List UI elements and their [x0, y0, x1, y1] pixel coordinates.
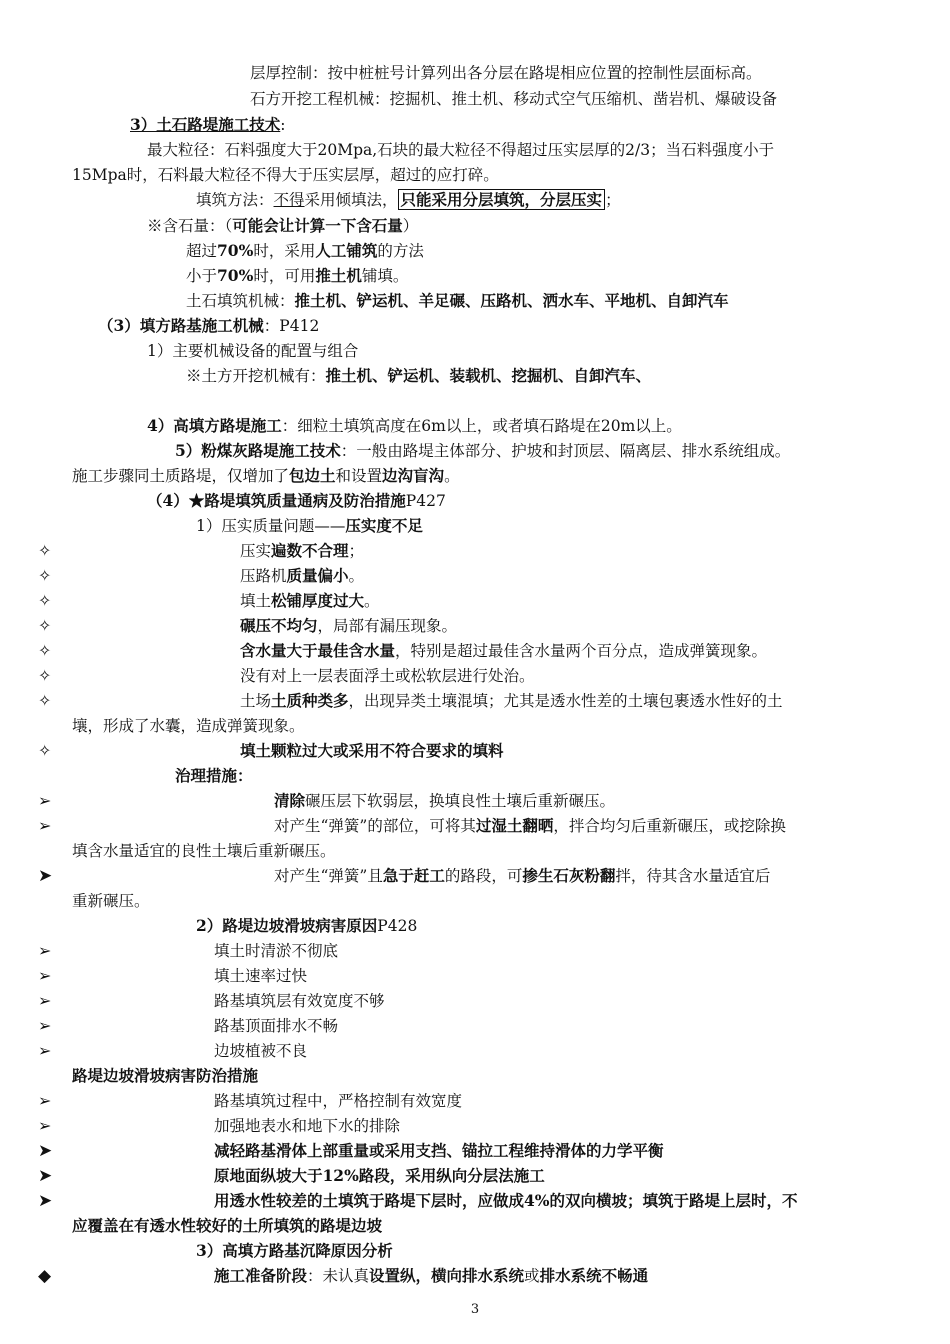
line-text	[72, 1214, 382, 1238]
text-segment: 原地面纵坡大于12%路段，采用纵向分层法施工	[214, 1166, 545, 1185]
line-text	[72, 163, 499, 187]
line-text	[240, 564, 364, 588]
line-text	[214, 1164, 545, 1188]
text-line	[0, 364, 950, 388]
text-line	[0, 1064, 950, 1088]
text-segment: 清除	[274, 791, 306, 810]
text-segment: 层厚控制：按中桩桩号计算列出各分层在路堤相应位置的控制性层面标高。	[250, 64, 762, 82]
line-text	[214, 1089, 462, 1113]
text-segment: 路基填筑过程中，严格控制有效宽度	[214, 1092, 463, 1110]
text-segment: 不得	[273, 191, 305, 209]
bullet-icon: ➤	[38, 1191, 53, 1211]
text-segment: 推土机、铲运机、羊足碾、压路机、洒水车、平地机、自卸汽车	[294, 291, 729, 310]
line-text	[214, 1139, 664, 1163]
text-line	[0, 539, 950, 563]
line-text	[240, 614, 457, 638]
text-line	[0, 939, 950, 963]
text-segment: ※含石量：（	[147, 217, 233, 235]
text-segment: 时，可用	[253, 267, 316, 285]
text-line	[0, 87, 950, 111]
bullet-icon: ➢	[38, 966, 52, 985]
line-text	[147, 339, 358, 363]
text-segment: :	[280, 116, 286, 134]
text-segment: 。	[364, 592, 380, 610]
bullet-icon: ➤	[38, 1166, 53, 1186]
page-number: 3	[470, 1302, 480, 1317]
text-segment: 过湿土翻晒	[475, 816, 554, 835]
line-text	[240, 739, 504, 763]
text-segment: 碾压不均匀	[240, 616, 318, 635]
text-segment: 包边土	[289, 466, 336, 485]
bullet-icon: ➢	[38, 991, 52, 1010]
bullet-icon: ➤	[38, 866, 53, 886]
text-segment: 应覆盖在有透水性较好的土所填筑的路堤边坡	[72, 1216, 383, 1235]
line-text	[186, 364, 651, 388]
text-segment: 边沟盲沟	[382, 466, 445, 485]
text-segment: 填筑方法：	[196, 191, 274, 209]
text-segment: ，出现异类土壤混填；尤其是透水性差的土壤包裹透水性好的土	[348, 692, 783, 710]
text-segment: 路基填筑层有效宽度不够	[214, 992, 385, 1010]
text-segment: （3）填方路基施工机械	[98, 316, 264, 335]
text-line	[0, 1014, 950, 1038]
text-line	[0, 864, 950, 888]
text-segment: 重新碾压。	[72, 892, 150, 910]
bullet-icon: ➢	[38, 1091, 52, 1110]
text-segment: ；	[605, 191, 621, 209]
bullet-icon: ➢	[38, 1041, 52, 1060]
bullet-icon: ➢	[38, 941, 52, 960]
text-line	[0, 714, 950, 738]
text-line	[0, 1264, 950, 1288]
bullet-icon: ✧	[38, 691, 52, 710]
text-line	[0, 1164, 950, 1188]
bullet-icon: ➢	[38, 1016, 52, 1035]
text-line	[0, 889, 950, 913]
bullet-icon: ✧	[38, 566, 52, 585]
text-line	[0, 1139, 950, 1163]
text-segment: 路堤边坡滑坡病害防治措施	[72, 1066, 259, 1085]
text-segment: 的方法	[377, 242, 424, 260]
line-text	[196, 1239, 393, 1263]
text-segment: 填土	[240, 592, 272, 610]
text-segment: 只能采用分层填筑，分层压实	[398, 189, 606, 210]
bullet-icon: ✧	[38, 666, 52, 685]
line-text	[214, 1189, 798, 1213]
text-line	[0, 1214, 950, 1238]
line-text	[98, 314, 319, 338]
line-text	[214, 989, 385, 1013]
line-text	[72, 1064, 258, 1088]
line-text	[274, 864, 770, 888]
text-line	[0, 814, 950, 838]
text-line	[0, 789, 950, 813]
line-text	[214, 964, 307, 988]
text-segment: ，拌合均匀后重新碾压，或挖除换	[553, 817, 786, 835]
text-segment: 急于赶工	[382, 866, 445, 885]
text-segment: 遍数不合理	[271, 541, 349, 560]
text-line	[0, 439, 950, 463]
text-segment: 没有对上一层表面浮土或松软层进行处治。	[240, 667, 535, 685]
line-text	[274, 814, 786, 838]
line-text	[130, 113, 286, 137]
text-line	[0, 1239, 950, 1263]
text-segment: 对产生“弹簧”的部位，可将其	[274, 817, 476, 835]
text-segment: 70%	[217, 266, 254, 285]
text-segment: 推土机	[315, 266, 362, 285]
line-text	[147, 138, 774, 162]
bullet-icon: ✧	[38, 641, 52, 660]
line-text	[175, 439, 790, 463]
bullet-icon: ✧	[38, 741, 52, 760]
text-segment: 3）土石路堤施工技术	[130, 115, 281, 134]
line-text	[214, 1039, 307, 1063]
text-segment: 时，采用	[253, 242, 316, 260]
text-line	[0, 1114, 950, 1138]
text-segment: 1）主要机械设备的配置与组合	[147, 342, 359, 360]
line-text	[186, 239, 424, 263]
text-line	[0, 414, 950, 438]
text-segment: ；	[348, 542, 365, 560]
text-segment: 最大粒径：石料强度大于20Mpa,石块的最大粒径不得超过压实层厚的2/3；当石料强度小于	[147, 141, 775, 159]
text-line	[0, 639, 950, 663]
text-segment: 压实	[240, 542, 272, 560]
text-segment: 或	[524, 1267, 540, 1285]
bullet-icon: ➢	[38, 791, 52, 810]
text-segment: ，局部有漏压现象。	[317, 617, 458, 635]
text-line	[0, 163, 950, 187]
text-segment: 治理措施：	[175, 766, 253, 785]
line-text	[240, 664, 535, 688]
text-segment: 施工准备阶段	[214, 1266, 308, 1285]
line-text	[214, 1264, 648, 1288]
text-line	[0, 514, 950, 538]
text-line	[0, 314, 950, 338]
line-text	[196, 188, 621, 212]
line-text	[274, 789, 615, 813]
text-segment: 路基顶面排水不畅	[214, 1017, 339, 1035]
text-segment: P428	[377, 917, 418, 935]
text-segment: 碾压层下软弱层，换填良性土壤后重新碾压。	[305, 792, 616, 810]
text-segment: 压路机	[240, 567, 287, 585]
text-segment: 土质种类多	[271, 691, 349, 710]
text-segment: 用透水性较差的土填筑于路堤下层时，应做成4%的双向横坡；填筑于路堤上层时，不	[214, 1191, 798, 1210]
line-text	[175, 764, 253, 788]
text-line	[0, 339, 950, 363]
text-line	[0, 564, 950, 588]
line-text	[214, 1014, 338, 1038]
text-line	[0, 1039, 950, 1063]
text-line	[0, 464, 950, 488]
line-text	[196, 514, 423, 538]
line-text	[186, 264, 408, 288]
text-line	[0, 664, 950, 688]
text-segment: 铺填。	[361, 267, 409, 285]
text-segment: 含水量大于最佳含水量	[240, 641, 396, 660]
text-segment: 推土机、铲运机、装载机、挖掘机、自卸汽车、	[325, 366, 652, 385]
text-segment: 设置纵，横向排水系统	[369, 1266, 525, 1285]
text-segment: 土场	[240, 692, 272, 710]
text-segment: 施工步骤同土质路堤，仅增加了	[72, 467, 290, 485]
text-line	[0, 113, 950, 137]
bullet-icon: ✧	[38, 616, 52, 635]
text-segment: 对产生“弹簧”且	[274, 867, 383, 885]
line-text	[147, 214, 418, 238]
text-segment: 掺生石灰粉翻	[522, 866, 616, 885]
text-line	[0, 964, 950, 988]
line-text	[72, 464, 460, 488]
text-segment: ，特别是超过最佳含水量两个百分点，造成弹簧现象。	[395, 642, 768, 660]
text-segment: 超过	[186, 242, 218, 260]
text-line	[0, 188, 950, 212]
line-text	[72, 889, 150, 913]
text-line	[0, 989, 950, 1013]
text-segment: 1）压实质量问题——	[196, 517, 346, 535]
text-segment: 和设置	[335, 467, 383, 485]
text-line	[0, 839, 950, 863]
text-segment: ：未认真	[307, 1267, 370, 1285]
text-segment: 压实度不足	[345, 516, 423, 535]
text-segment: 4）高填方路堤施工	[147, 416, 282, 435]
text-line	[0, 914, 950, 938]
line-text	[214, 1114, 400, 1138]
line-text	[240, 589, 380, 613]
text-line	[0, 289, 950, 313]
text-line	[0, 61, 950, 85]
text-segment: 边坡植被不良	[214, 1042, 308, 1060]
text-segment: （4）★路堤填筑质量通病及防治措施	[147, 491, 406, 510]
line-text	[214, 939, 338, 963]
text-line	[0, 239, 950, 263]
line-text	[72, 839, 336, 863]
text-segment: ：细粒土填筑高度在6m以上，或者填石路堤在20m以上。	[281, 417, 682, 435]
text-segment: 可能会让计算一下含石量	[232, 216, 403, 235]
text-segment: 减轻路基滑体上部重量或采用支挡、锚拉工程维持滑体的力学平衡	[214, 1141, 664, 1160]
text-line	[0, 138, 950, 162]
line-text	[240, 689, 783, 713]
text-segment: 人工铺筑	[315, 241, 378, 260]
text-segment: 填土速率过快	[214, 967, 308, 985]
text-segment: 。	[348, 567, 365, 585]
text-segment: 3）高填方路基沉降原因分析	[196, 1241, 393, 1260]
text-segment: ）	[402, 217, 419, 235]
text-line	[0, 589, 950, 613]
bullet-icon: ➢	[38, 816, 52, 835]
bullet-icon: ✧	[38, 591, 52, 610]
text-segment: ※土方开挖机械有：	[186, 367, 326, 385]
text-line	[0, 264, 950, 288]
line-text	[147, 489, 446, 513]
text-segment: 加强地表水和地下水的排除	[214, 1117, 401, 1135]
text-segment: 5）粉煤灰路堤施工技术	[175, 441, 341, 460]
text-line	[0, 689, 950, 713]
text-line	[0, 1089, 950, 1113]
text-segment: 松铺厚度过大	[271, 591, 365, 610]
text-segment: ：一般由路堤主体部分、护坡和封顶层、隔离层、排水系统组成。	[340, 442, 791, 460]
bullet-icon: ◆	[38, 1266, 52, 1286]
text-segment: ：P412	[263, 317, 320, 335]
line-text	[240, 639, 767, 663]
line-text	[186, 289, 729, 313]
text-line	[0, 1189, 950, 1213]
text-segment: P427	[405, 492, 446, 510]
text-segment: 壤，形成了水囊，造成弹簧现象。	[72, 717, 305, 735]
text-line	[0, 739, 950, 763]
text-segment: 填土时清淤不彻底	[214, 942, 339, 960]
text-line	[0, 764, 950, 788]
line-text	[147, 414, 682, 438]
text-segment: 2）路堤边坡滑坡病害原因	[196, 916, 378, 935]
text-line	[0, 614, 950, 638]
text-segment: 采用倾填法，	[304, 191, 398, 209]
text-segment: 15Mpa时，石料最大粒径不得大于压实层厚，超过的应打碎。	[72, 166, 499, 184]
line-text	[196, 914, 417, 938]
bullet-icon: ✧	[38, 541, 52, 560]
text-segment: 小于	[186, 267, 218, 285]
text-segment: 填含水量适宜的良性土壤后重新碾压。	[72, 842, 336, 860]
text-line	[0, 489, 950, 513]
text-line	[0, 214, 950, 238]
line-text	[250, 61, 762, 85]
bullet-icon: ➢	[38, 1116, 52, 1135]
text-segment: 排水系统不畅通	[539, 1266, 649, 1285]
line-text	[72, 714, 305, 738]
text-segment: 石方开挖工程机械：挖掘机、推土机、移动式空气压缩机、凿岩机、爆破设备	[250, 90, 778, 108]
line-text	[240, 539, 364, 563]
text-segment: 质量偏小	[286, 566, 349, 585]
text-segment: 填土颗粒过大或采用不符合要求的填料	[240, 741, 504, 760]
bullet-icon: ➤	[38, 1141, 53, 1161]
text-segment: 70%	[217, 241, 254, 260]
text-segment: 拌，待其含水量适宜后	[615, 867, 771, 885]
text-segment: 土石填筑机械：	[186, 292, 295, 310]
text-segment: 的路段，可	[444, 867, 523, 885]
text-segment: 。	[444, 467, 460, 485]
line-text	[250, 87, 777, 111]
